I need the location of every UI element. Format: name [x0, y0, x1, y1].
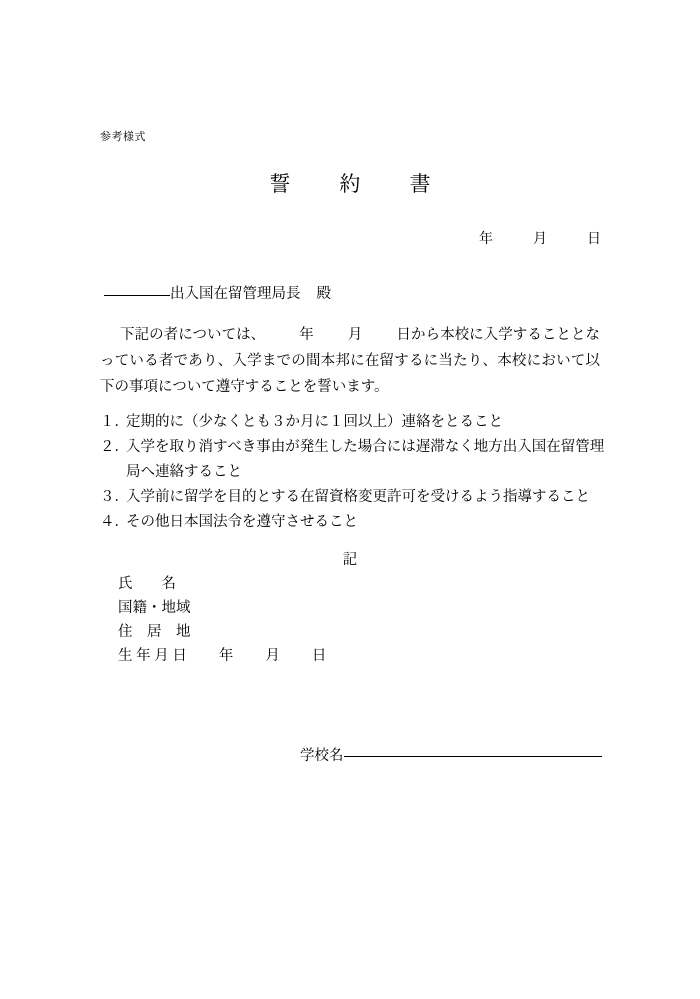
addressee-honorific: 殿: [316, 286, 331, 302]
applicant-fields: [118, 572, 326, 668]
birthdate-day: 日: [311, 648, 327, 664]
field-row-address: [118, 620, 326, 644]
field-label-address: 住 居 地: [118, 624, 191, 640]
birthdate-month: 月: [265, 648, 280, 664]
issue-date-day: 日: [587, 232, 602, 247]
issue-date-line: [479, 228, 602, 248]
list-item-number: １．: [100, 414, 129, 430]
paragraph-part1: 下記の者については、: [120, 327, 266, 343]
school-name-input[interactable]: [344, 756, 602, 757]
field-label-name: 氏 名: [118, 576, 176, 592]
field-row-name: [118, 572, 326, 596]
field-row-nationality: [118, 596, 326, 620]
list-item-text: 定期的に（少なくとも３か月に１回以上）連絡をとること: [126, 414, 503, 430]
addressee-line: [104, 282, 331, 303]
list-item: [100, 485, 605, 510]
issue-date-month: 月: [533, 232, 548, 247]
addressee-office: 出入国在留管理局長: [170, 286, 301, 302]
record-heading: 記: [342, 552, 358, 568]
list-item-number: ２．: [100, 439, 129, 455]
list-item-text: 入学を取り消すべき事由が発生した場合には遅滞なく地方出入国在留管理局へ連絡すること: [126, 439, 605, 480]
list-item: [100, 510, 605, 535]
paragraph-part2: 日から本校に入学することとなっている者であり、入学までの間本邦に在留するに当たり、本校において以下の事項について遵守することを誓います。: [100, 327, 601, 395]
obligations-list: [100, 410, 605, 535]
school-name-line: [300, 744, 602, 765]
field-label-birthdate: 生 年 月 日: [118, 648, 187, 664]
list-item-text: その他日本国法令を遵守させること: [126, 514, 358, 530]
list-item-text: 入学前に留学を目的とする在留資格変更許可を受けるよう指導すること: [126, 489, 590, 505]
birthdate-year: 年: [218, 648, 234, 664]
paragraph-month: 月: [347, 327, 363, 343]
field-label-nationality: 国籍・地域: [118, 600, 191, 616]
list-item-number: ４．: [100, 514, 129, 530]
school-name-label: 学校名: [300, 748, 344, 764]
paragraph-year: 年: [299, 327, 314, 343]
list-item: [100, 410, 605, 435]
field-row-birthdate: [118, 644, 326, 668]
list-item: [100, 435, 605, 485]
page-title: 誓 約 書: [269, 172, 445, 196]
form-type-marker: 参考様式: [100, 131, 146, 143]
list-item-number: ３．: [100, 489, 129, 505]
addressee-blank-field[interactable]: [104, 295, 170, 296]
main-paragraph: [100, 322, 600, 400]
issue-date-year: 年: [479, 232, 494, 247]
